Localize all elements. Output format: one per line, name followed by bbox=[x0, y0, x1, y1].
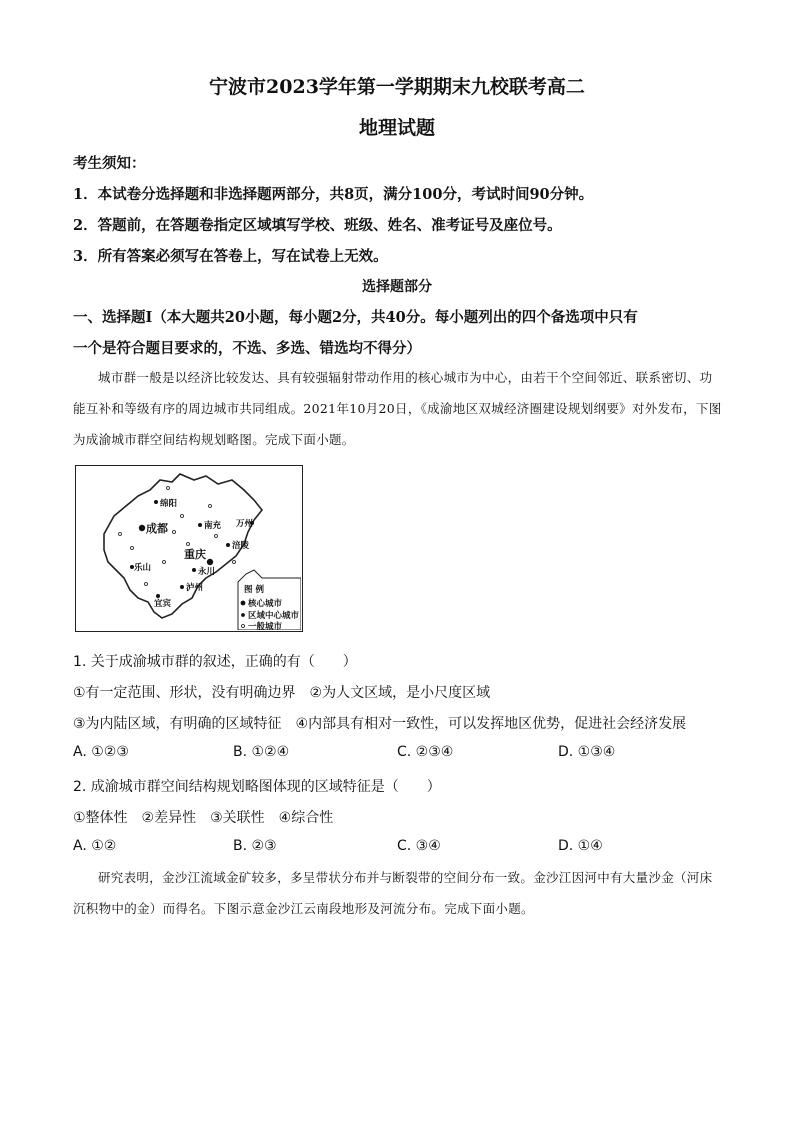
regional-dot-luzhou bbox=[180, 585, 184, 589]
question-1-stem: 1. 关于成渝城市群的叙述，正确的有（ ） bbox=[73, 654, 357, 670]
question-2-statements: ①整体性 ②差异性 ③关联性 ④综合性 bbox=[73, 810, 334, 826]
city-wanzhou: 万州 bbox=[236, 519, 254, 529]
exam-subtitle: 地理试题 bbox=[358, 117, 435, 139]
general-dot-5 bbox=[173, 531, 176, 534]
question-1-option-b[interactable]: B. ①②④ bbox=[233, 744, 290, 760]
section-heading: 选择题部分 bbox=[362, 279, 432, 295]
legend-regional-dot bbox=[241, 613, 245, 617]
general-dot-2 bbox=[181, 515, 184, 518]
question-1-option-a[interactable]: A. ①②③ bbox=[73, 744, 129, 760]
general-dot-7 bbox=[163, 561, 166, 564]
regional-dot-mianyang bbox=[154, 500, 158, 504]
notice-item-3: 3．所有答案必须写在答卷上，写在试卷上无效。 bbox=[73, 248, 388, 265]
city-yibin: 宜宾 bbox=[154, 599, 172, 609]
passage-1: 城市群一般是以经济比较发达、具有较强辐射带动作用的核心城市为中心，由若干个空间邻近、联系密切、功能互补和等级有序的周边城市共同组成。2021年10月20日，《成渝地区双城经济圈建设规划纲要》对外发布，下图为成渝城市群空间结构规划略图。完成下面小题。 bbox=[73, 370, 722, 447]
city-fuling: 涪陵 bbox=[232, 541, 250, 551]
question-2-option-c[interactable]: C. ③④ bbox=[397, 838, 441, 854]
part-instruction-line1: 一、选择题Ⅰ（本大题共20小题，每小题2分，共40分。每小题列出的四个备选项中只有 bbox=[73, 309, 638, 326]
regional-dot-yibin bbox=[156, 594, 160, 598]
regional-dot-yongchuan bbox=[192, 568, 196, 572]
exam-title: 宁波市2023学年第一学期期末九校联考高二 bbox=[209, 76, 585, 98]
question-2-stem: 2. 成渝城市群空间结构规划略图体现的区域特征是（ ） bbox=[73, 779, 441, 795]
question-1-statements-b: ③为内陆区域，有明确的区域特征 ④内部具有相对一致性，可以发挥地区优势，促进社会经济发展 bbox=[73, 716, 687, 732]
map-drawing bbox=[76, 466, 301, 630]
general-dot-3 bbox=[119, 533, 122, 536]
legend-regional: 区域中心城市 bbox=[248, 611, 300, 621]
notice-heading: 考生须知： bbox=[73, 155, 146, 172]
notice-item-1: 1．本试卷分选择题和非选择题两部分，共8页，满分100分，考试时间90分钟。 bbox=[73, 186, 594, 203]
regional-dot-fuling bbox=[226, 543, 230, 547]
legend-core: 核心城市 bbox=[248, 599, 283, 609]
general-dot-9 bbox=[233, 561, 236, 564]
core-dot-chengdu bbox=[139, 525, 145, 531]
notice-item-2: 2．答题前，在答题卷指定区域填写学校、班级、姓名、准考证号及座位号。 bbox=[73, 217, 562, 234]
question-2-option-a[interactable]: A. ①② bbox=[73, 838, 117, 854]
general-dot-6 bbox=[187, 543, 190, 546]
city-nanchong: 南充 bbox=[204, 521, 222, 531]
general-dot-11 bbox=[209, 505, 212, 508]
legend-core-dot bbox=[241, 601, 246, 606]
question-2-option-d[interactable]: D. ①④ bbox=[558, 838, 603, 854]
city-luzhou: 泸州 bbox=[186, 583, 204, 593]
legend-general: 一般城市 bbox=[248, 622, 283, 630]
chengyu-map bbox=[75, 465, 303, 632]
question-1-statements-a: ①有一定范围、形状，没有明确边界 ②为人文区域，是小尺度区域 bbox=[73, 685, 491, 701]
city-yongchuan: 永川 bbox=[198, 567, 216, 577]
question-1-option-d[interactable]: D. ①③④ bbox=[558, 744, 616, 760]
city-chongqing: 重庆 bbox=[184, 548, 206, 561]
general-dot-4 bbox=[131, 547, 134, 550]
question-1-option-c[interactable]: C. ②③④ bbox=[397, 744, 454, 760]
question-2-option-b[interactable]: B. ②③ bbox=[233, 838, 277, 854]
legend-title: 图 例 bbox=[244, 585, 264, 595]
core-dot-chongqing bbox=[207, 559, 213, 565]
city-mianyang: 绵阳 bbox=[160, 499, 178, 509]
general-dot-10 bbox=[145, 583, 148, 586]
part-instruction-line2: 一个是符合题目要求的，不选、多选、错选均不得分） bbox=[73, 340, 421, 357]
general-dot-8 bbox=[215, 535, 218, 538]
regional-dot-nanchong bbox=[198, 523, 202, 527]
city-leshan: 乐山 bbox=[134, 563, 152, 573]
passage-2: 研究表明，金沙江流域金矿较多，多呈带状分布并与断裂带的空间分布一致。金沙江因河中有大量沙金（河床沉积物中的金）而得名。下图示意金沙江云南段地形及河流分布。完成下面小题。 bbox=[73, 870, 713, 916]
general-dot-1 bbox=[167, 487, 170, 490]
city-chengdu: 成都 bbox=[146, 522, 168, 535]
